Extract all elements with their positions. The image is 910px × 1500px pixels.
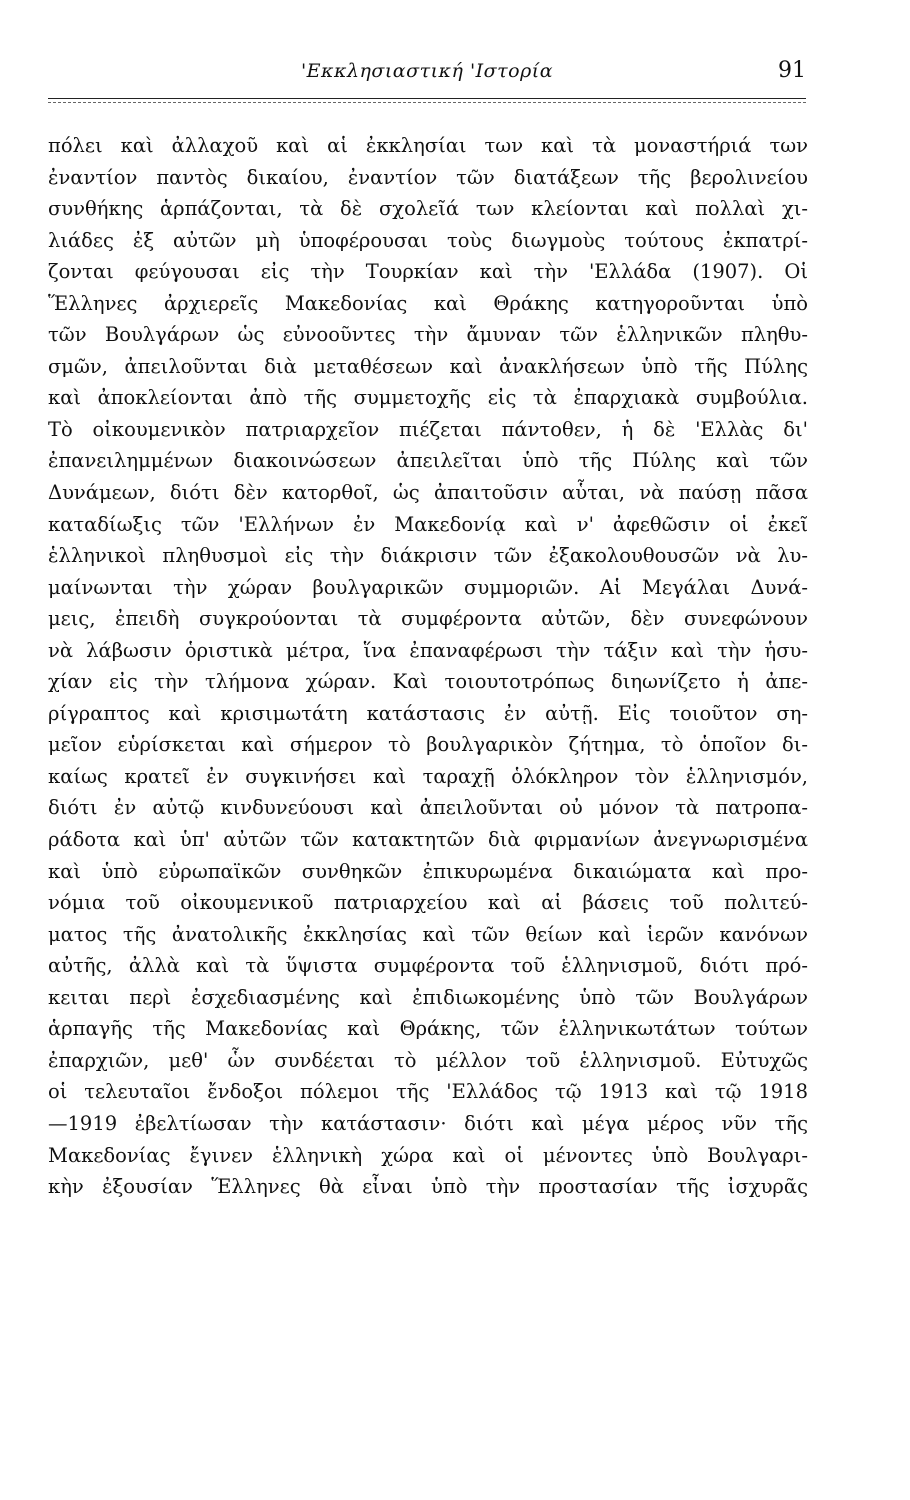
- text-line: χίαν εἰς τὴν τλήμονα χώραν. Καὶ τοιουτοτρόπως διηωνίζετο ἡ ἀπε-: [48, 670, 808, 694]
- text-line: κειται περὶ ἐσχεδιασμένης καὶ ἐπιδιωκομένης ὑπὸ τῶν Βουλγάρων: [48, 985, 808, 1009]
- text-line: Δυνάμεων, διότι δὲν κατορθοῖ, ὡς ἀπαιτοῦσιν αὗται, νὰ παύσῃ πᾶσα: [48, 481, 808, 505]
- text-line: —1919 ἐβελτίωσαν τὴν κατάστασιν· διότι καὶ μέγα μέρος νῦν τῆς: [48, 1111, 808, 1135]
- text-line: σμῶν, ἀπειλοῦνται διὰ μεταθέσεων καὶ ἀνακλήσεων ὑπὸ τῆς Πύλης: [48, 354, 808, 378]
- text-line: Τὸ οἰκουμενικὸν πατριαρχεῖον πιέζεται πάντοθεν, ἡ δὲ 'Ελλὰς δι': [48, 417, 808, 441]
- text-line: καὶ ὑπὸ εὐρωπαϊκῶν συνθηκῶν ἐπικυρωμένα δικαιώματα καὶ προ-: [48, 859, 808, 883]
- text-line: ράδοτα καὶ ὑπ' αὐτῶν τῶν κατακτητῶν διὰ φιρμανίων ἀνεγνωρισμένα: [48, 828, 808, 852]
- text-line: μεις, ἐπειδὴ συγκρούονται τὰ συμφέροντα αὐτῶν, δὲν συνεφώνουν: [48, 607, 808, 631]
- text-line: πόλει καὶ ἀλλαχοῦ καὶ αἱ ἐκκλησίαι των καὶ τὰ μοναστήριά των: [48, 134, 808, 157]
- text-line: Ἕλληνες ἀρχιερεῖς Μακεδονίας καὶ Θράκης κατηγοροῦνται ὑπὸ: [48, 291, 808, 315]
- text-line: λιάδες ἐξ αὐτῶν μὴ ὑποφέρουσαι τοὺς διωγμοὺς τούτους ἐκπατρί-: [48, 228, 808, 252]
- text-line: συνθήκης ἁρπάζονται, τὰ δὲ σχολεῖά των κλείονται καὶ πολλαὶ χι-: [48, 197, 808, 221]
- text-line: ζονται φεύγουσαι εἰς τὴν Τουρκίαν καὶ τὴν 'Ελλάδα (1907). Οἱ: [48, 260, 808, 284]
- page-header: [48, 56, 806, 96]
- text-line: ἐναντίον παντὸς δικαίου, ἐναντίον τῶν διατάξεων τῆς βερολινείου: [48, 165, 808, 189]
- text-line: μεῖον εὑρίσκεται καὶ σήμερον τὸ βουλγαρικὸν ζήτημα, τὸ ὁποῖον δι-: [48, 733, 808, 757]
- text-line: ἐπαρχιῶν, μεθ' ὧν συνδέεται τὸ μέλλον τοῦ ἑλληνισμοῦ. Εὐτυχῶς: [48, 1048, 808, 1072]
- text-line: ἁρπαγῆς τῆς Μακεδονίας καὶ Θράκης, τῶν ἑλληνικωτάτων τούτων: [48, 1017, 808, 1041]
- text-line: ἐπανειλημμένων διακοινώσεων ἀπειλεῖται ὑπὸ τῆς Πύλης καὶ τῶν: [48, 449, 808, 473]
- body-text: [48, 130, 808, 1203]
- text-line: νόμια τοῦ οἰκουμενικοῦ πατριαρχείου καὶ αἱ βάσεις τοῦ πολιτεύ-: [48, 891, 808, 915]
- text-line: καταδίωξις τῶν 'Ελλήνων ἐν Μακεδονίᾳ καὶ ν' ἀφεθῶσιν οἱ ἐκεῖ: [48, 512, 808, 536]
- text-line: οἱ τελευταῖοι ἔνδοξοι πόλεμοι τῆς 'Ελλάδος τῷ 1913 καὶ τῷ 1918: [48, 1080, 808, 1104]
- page-number: 91: [778, 58, 806, 83]
- text-line: ρίγραπτος καὶ κρισιμωτάτη κατάστασις ἐν αὐτῇ. Εἰς τοιοῦτον ση-: [48, 701, 808, 725]
- text-line: τῶν Βουλγάρων ὡς εὐνοοῦντες τὴν ἄμυναν τῶν ἑλληνικῶν πληθυ-: [48, 323, 808, 347]
- text-line: νὰ λάβωσιν ὁριστικὰ μέτρα, ἵνα ἐπαναφέρωσι τὴν τάξιν καὶ τὴν ἡσυ-: [48, 638, 808, 662]
- text-line: μαίνωνται τὴν χώραν βουλγαρικῶν συμμοριῶν. Αἱ Μεγάλαι Δυνά-: [48, 575, 808, 599]
- header-rule: [48, 98, 806, 99]
- text-line: ματος τῆς ἀνατολικῆς ἐκκλησίας καὶ τῶν θείων καὶ ἱερῶν κανόνων: [48, 922, 808, 946]
- text-line: ἑλληνικοὶ πληθυσμοὶ εἰς τὴν διάκρισιν τῶν ἐξακολουθουσῶν νὰ λυ-: [48, 544, 808, 568]
- text-line: αὐτῆς, ἀλλὰ καὶ τὰ ὕψιστα συμφέροντα τοῦ ἑλληνισμοῦ, διότι πρό-: [48, 954, 808, 978]
- text-line: Μακεδονίας ἔγινεν ἑλληνικὴ χώρα καὶ οἱ μένοντες ὑπὸ Βουλγαρι-: [48, 1143, 808, 1167]
- text-line: διότι ἐν αὐτῷ κινδυνεύουσι καὶ ἀπειλοῦνται οὐ μόνον τὰ πατροπα-: [48, 796, 808, 820]
- running-title: 'Εκκλησιαστική 'Ιστορία: [300, 60, 554, 82]
- header-rule-dashed: [48, 102, 806, 103]
- text-line: καὶ ἀποκλείονται ἀπὸ τῆς συμμετοχῆς εἰς τὰ ἐπαρχιακὰ συμβούλια.: [48, 386, 808, 410]
- text-line: κὴν ἐξουσίαν Ἕλληνες θὰ εἶναι ὑπὸ τὴν προστασίαν τῆς ἰσχυρᾶς: [48, 1175, 808, 1199]
- text-line: καίως κρατεῖ ἐν συγκινήσει καὶ ταραχῇ ὁλόκληρον τὸν ἑλληνισμόν,: [48, 764, 808, 788]
